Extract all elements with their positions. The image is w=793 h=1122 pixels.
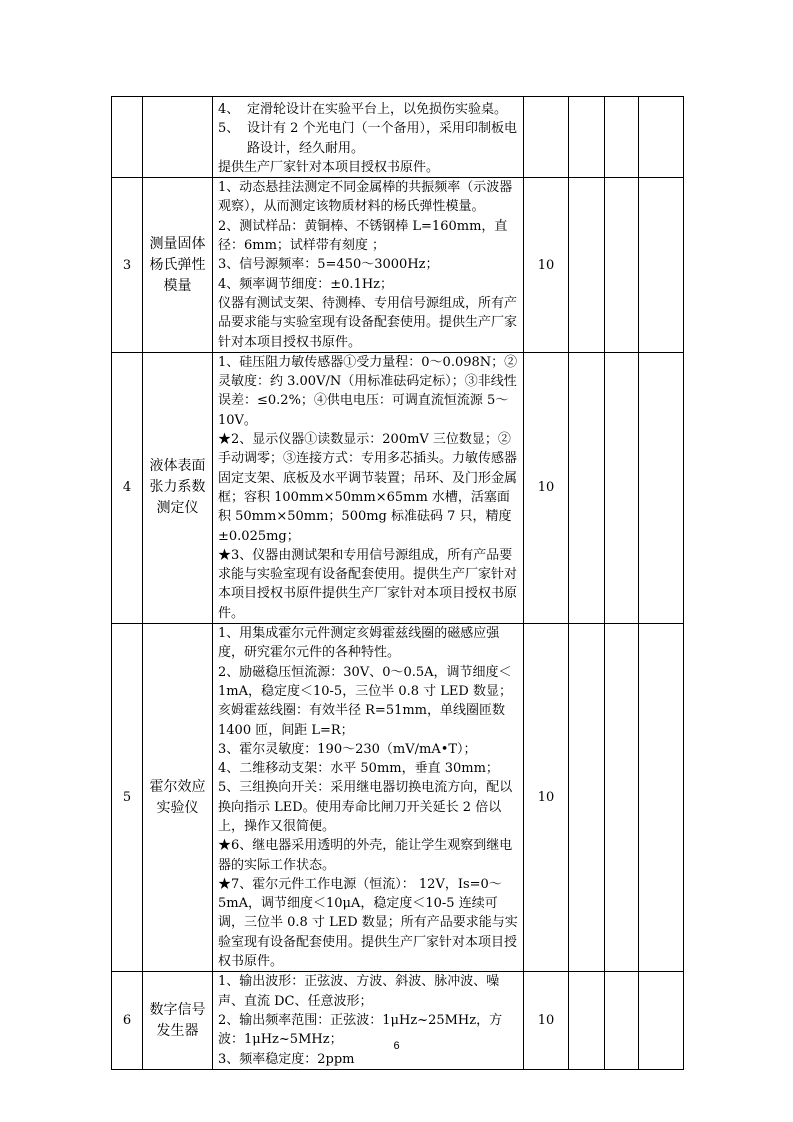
spec-line: 1、硅压阻力敏传感器①受力量程：0～0.098N；②灵敏度：约 3.00V/N（用标准砝码定标）；③非线性误差：≤0.2%；④供电电压：可调直流恒流源 5～10V。 xyxy=(218,354,518,428)
spec-line xyxy=(218,100,518,119)
blank-cell xyxy=(605,97,639,178)
item-name: 霍尔效应实验仪 xyxy=(149,778,206,816)
quantity-cell: 10 xyxy=(524,972,569,1069)
row-number-cell: 3 xyxy=(112,178,143,353)
quantity-cell xyxy=(524,97,569,178)
blank-cell xyxy=(639,352,684,623)
spec-line: 5、三组换向开关：采用继电器切换电流方向，配以换向指示 LED。使用寿命比闸刀开关延长 2 倍以上，操作又很简便。 xyxy=(218,780,513,834)
spec-line xyxy=(218,119,518,158)
spec-line: 仪器有测试支架、待测棒、专用信号源组成，所有产品要求能与实验室现有设备配套使用。提供生产厂家针对本项目授权书原件。 xyxy=(218,295,518,350)
spec-line: 提供生产厂家针对本项目授权书原件。 xyxy=(218,159,440,175)
blank-cell xyxy=(569,352,605,623)
spec-line-text: 设计有 2 个光电门（一个备用），采用印制板电路设计，经久耐用。 xyxy=(247,121,518,156)
row-number-cell: 4 xyxy=(112,352,143,623)
spec-line: ★7、霍尔元件工作电源（恒流）： 12V，Is=0～5mA，调节细度＜10μA，稳定度＜10-5 连续可调，三位半 0.8 寸 LED 数显；所有产品要求能与实验室现有设备配套使用。提供生产厂家针对本项目授权书原件。 xyxy=(218,876,518,970)
spec-line: 4、二维移动支架：水平 50mm，垂直 30mm； xyxy=(218,761,499,777)
row-number-cell: 6 xyxy=(112,972,143,1069)
table-row xyxy=(112,352,684,623)
specification-cell xyxy=(213,352,524,623)
spec-line: 3、信号源频率：5=450～3000Hz； xyxy=(218,257,439,273)
spec-line: 1、用集成霍尔元件测定亥姆霍兹线圈的磁感应强度，研究霍尔元件的各种特性。 xyxy=(218,626,500,661)
item-name-cell xyxy=(143,624,213,972)
item-name: 测量固体杨氏弹性模量 xyxy=(149,235,206,294)
blank-cell xyxy=(569,624,605,972)
specification-cell xyxy=(213,624,524,972)
blank-cell xyxy=(639,624,684,972)
row-number-cell xyxy=(112,97,143,178)
specification-cell xyxy=(213,178,524,353)
spec-line: ★3、仪器由测试架和专用信号源组成，所有产品要求能与实验室现有设备配套使用。提供生产厂家针对本项目授权书原件提供生产厂家针对本项目授权书原件。 xyxy=(218,547,518,621)
row-number-cell: 5 xyxy=(112,624,143,972)
table-row xyxy=(112,178,684,353)
spec-line: 1、动态悬挂法测定不同金属棒的共振频率（示波器观察），从而测定该物质材料的杨氏弹性模量。 xyxy=(218,180,513,215)
quantity-cell: 10 xyxy=(524,352,569,623)
spec-line: 3、霍尔灵敏度：190～230（mV/mA•T）； xyxy=(218,741,477,757)
table-row xyxy=(112,624,684,972)
blank-cell xyxy=(569,178,605,353)
blank-cell xyxy=(639,97,684,178)
spec-line: 2、输出频率范围：正弦波：1μHz~25MHz，方波：1μHz~5MHz； xyxy=(218,1012,503,1048)
spec-line-number: 4、 xyxy=(218,102,240,117)
blank-cell xyxy=(605,352,639,623)
spec-line: 2、测试样品：黄铜棒、不锈钢棒 L=160mm，直径：6mm；试样带有刻度 ； xyxy=(218,218,508,254)
blank-cell xyxy=(605,624,639,972)
blank-cell xyxy=(605,178,639,353)
quantity-cell: 10 xyxy=(524,178,569,353)
spec-line: ★2、显示仪器①读数显示：200mV 三位数显；②手动调零；③连接方式：专用多芯插头。力敏传感器固定支架、底板及水平调节装置；吊环、及门形金属框；容积 100mm×50mm×65mm 水槽，活塞面积 50mm×50mm；500mg 标准砝码 7 只，精度±0.025mg； xyxy=(218,432,518,544)
spec-line: ★6、继电器采用透明的外壳，能让学生观察到继电器的实际工作状态。 xyxy=(218,838,513,873)
spec-line: 3、频率稳定度：2ppm xyxy=(218,1051,355,1067)
table-row xyxy=(112,972,684,1069)
spec-line-number: 5、 xyxy=(218,121,240,137)
specification-cell xyxy=(213,972,524,1069)
spec-line: 4、频率调节细度：±0.1Hz； xyxy=(218,276,394,292)
spec-line-text: 定滑轮设计在实验平台上，以免损伤实验桌。 xyxy=(247,102,508,117)
specification-table xyxy=(111,96,684,1070)
spec-line: 2、励磁稳压恒流源：30V、0～0.5A，调节细度＜1mA，稳定度＜10-5，三位半 0.8 寸 LED 数显；亥姆霍兹线圈：有效半径 R=51mm，单线圈匝数1400 匝，间距 L=R； xyxy=(218,664,512,738)
blank-cell xyxy=(639,972,684,1069)
item-name: 液体表面张力系数测定仪 xyxy=(149,458,206,517)
specification-cell xyxy=(213,97,524,178)
table-row xyxy=(112,97,684,178)
item-name-cell xyxy=(143,97,213,178)
item-name-cell xyxy=(143,972,213,1069)
spec-line: 1、输出波形：正弦波、方波、斜波、脉冲波、噪声、直流 DC、任意波形； xyxy=(218,974,500,1009)
page-number: 6 xyxy=(393,1040,400,1052)
blank-cell xyxy=(605,972,639,1069)
blank-cell xyxy=(569,97,605,178)
item-name-cell xyxy=(143,178,213,353)
item-name: 数字信号发生器 xyxy=(149,1001,206,1039)
item-name-cell xyxy=(143,352,213,623)
blank-cell xyxy=(569,972,605,1069)
blank-cell xyxy=(639,178,684,353)
quantity-cell: 10 xyxy=(524,624,569,972)
